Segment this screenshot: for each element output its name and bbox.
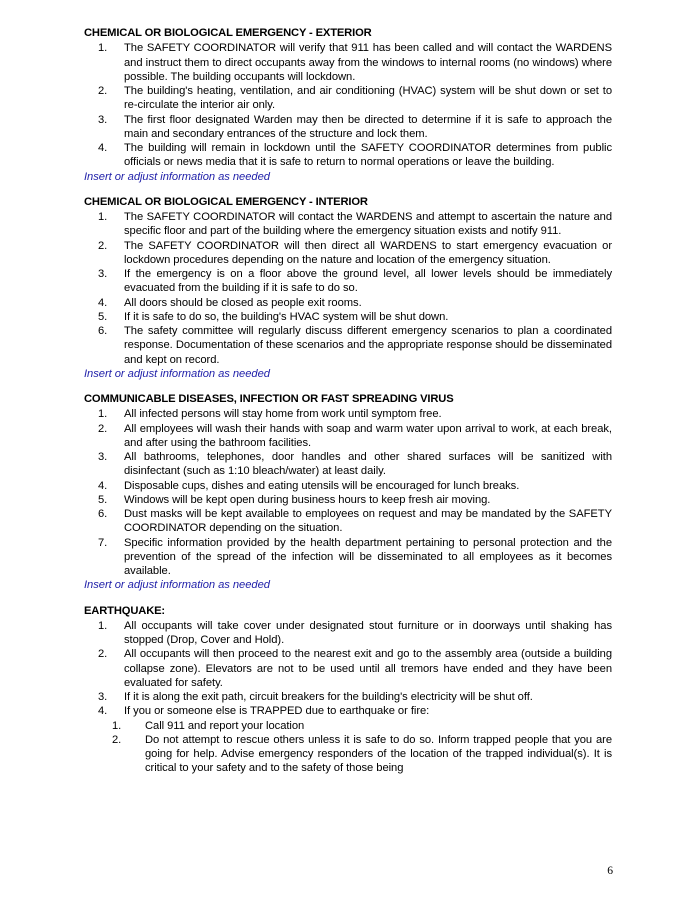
sub-list-item-number: 1. [112,719,122,732]
section-heading: CHEMICAL OR BIOLOGICAL EMERGENCY - INTERIOR [84,195,368,208]
list-item-number: 2. [98,239,108,252]
document-section [84,26,612,184]
sub-list-item [84,733,612,776]
section-heading: CHEMICAL OR BIOLOGICAL EMERGENCY - EXTERIOR [84,27,372,39]
sub-list-item [84,719,612,733]
list-item [84,493,612,507]
list-item [84,310,612,324]
document-section [84,195,612,381]
list-item [84,210,612,239]
list-item-text: All occupants will then proceed to the nearest exit and go to the assembly area (outside a building collapse zone). Elevators are not to be used until all tremors have ended and they have been evaluated for safety. [124,648,612,689]
list-item-text: All doors should be closed as people exit rooms. [124,296,362,309]
document-section [84,604,612,776]
insert-note: Insert or adjust information as needed [84,579,270,592]
list-item-text: Specific information provided by the health department pertaining to personal protection and the prevention of the spread of the infection will be disseminated to all employees as it becomes available. [124,536,612,578]
list-item-text: The SAFETY COORDINATOR will contact the WARDENS and attempt to ascertain the nature and specific floor and part of the building where the emergency situation exists and notify 911. [124,211,612,238]
list-item [84,690,612,704]
list-item-text: If the emergency is on a floor above the ground level, all lower levels should be immediately evacuated from the building if it is safe to do so. [124,268,612,295]
list-item-text: All infected persons will stay home from work until symptom free. [124,408,442,421]
list-item-number: 5. [98,493,108,506]
list-item-text: If it is along the exit path, circuit breakers for the building's electricity will be shut off. [124,691,533,704]
list-item [84,267,612,296]
list-item [84,239,612,268]
list-item [84,704,612,718]
section-heading: COMMUNICABLE DISEASES, INFECTION OR FAST SPREADING VIRUS [84,393,454,406]
document-body [84,26,612,776]
list-item-text: All employees will wash their hands with soap and warm water upon arrival to work, at each break, and after using the bathroom facilities. [124,422,612,449]
list-item-number: 1. [98,619,108,632]
list-item-number: 2. [98,422,108,435]
list-item-text: The SAFETY COORDINATOR will then direct all WARDENS to start emergency evacuation or lockdown procedures depending on the nature and location of the emergency situation. [124,239,612,266]
list-item-text: The building will remain in lockdown until the SAFETY COORDINATOR determines from public officials or news media that it is safe to return to normal operations or leave the building. [124,142,612,169]
list-item-text: Windows will be kept open during business hours to keep fresh air moving. [124,493,491,506]
list-item [84,324,612,367]
list-item-number: 1. [98,42,108,55]
list-item [84,647,612,690]
list-item-number: 1. [98,211,108,224]
list-item-text: If you or someone else is TRAPPED due to earthquake or fire: [124,705,430,718]
list-item-number: 6. [98,508,108,521]
list-item-number: 4. [98,479,108,492]
list-item-number: 4. [98,296,108,309]
procedure-list [84,407,612,578]
section-heading: EARTHQUAKE: [84,604,166,617]
list-item [84,422,612,451]
list-item [84,141,612,170]
list-item-number: 1. [98,408,108,421]
list-item [84,296,612,310]
list-item-text: All occupants will take cover under designated stout furniture or in doorways until shaking has stopped (Drop, Cover and Hold). [124,619,612,647]
list-item-number: 5. [98,310,108,323]
list-item-number: 6. [98,325,108,338]
list-item-text: The SAFETY COORDINATOR will verify that 911 has been called and will contact the WARDENS and instruct them to direct occupants away from the windows to internal rooms (no windows) where possible. The building occupants will lockdown. [124,42,612,83]
sub-list-item-text: Do not attempt to rescue others unless it is safe to do so. Inform trapped people that you are going for help. Advise emergency responders of the location of the trapped individual(s). It is critical to your safety and to the safety of those being [145,733,612,775]
section-spacer [84,184,612,195]
list-item [84,113,612,142]
list-item-number: 2. [98,648,108,661]
list-item-text: Disposable cups, dishes and eating utensils will be encouraged for lunch breaks. [124,479,520,492]
list-item-number: 7. [98,536,108,549]
procedure-list [84,619,612,776]
list-item-text: If it is safe to do so, the building's HVAC system will be shut down. [124,310,449,323]
page-number: 6 [607,864,613,877]
list-item-text: The safety committee will regularly discuss different emergency scenarios to plan a coordinated response. Documentation of these scenarios and the appropriate response should be disseminated and kept on record. [124,325,612,366]
list-item-number: 3. [98,268,108,281]
list-item-number: 4. [98,705,108,718]
section-spacer [84,593,612,604]
list-item-number: 3. [98,451,108,464]
list-item-number: 4. [98,142,108,155]
document-section [84,392,612,593]
list-item [84,507,612,536]
list-item-text: The first floor designated Warden may then be directed to determine if it is safe to approach the main and secondary entrances of the structure and lock them. [124,113,612,140]
list-item [84,84,612,113]
list-item [84,536,612,579]
list-item [84,407,612,421]
insert-note: Insert or adjust information as needed [84,367,270,380]
procedure-sublist [84,719,612,776]
list-item-number: 3. [98,113,108,126]
insert-note: Insert or adjust information as needed [84,170,270,183]
list-item [84,450,612,479]
list-item [84,619,612,648]
list-item [84,479,612,493]
list-item-text: The building's heating, ventilation, and air conditioning (HVAC) system will be shut down or set to re-circulate the interior air only. [124,85,612,112]
sub-list-item-text: Call 911 and report your location [145,719,305,732]
list-item-number: 2. [98,85,108,98]
sub-list-item-number: 2. [112,733,122,746]
list-item-text: Dust masks will be kept available to employees on request and may be mandated by the SAFETY COORDINATOR depending on the situation. [124,508,612,535]
list-item-number: 3. [98,691,108,704]
section-spacer [84,381,612,392]
procedure-list [84,210,612,367]
procedure-list [84,41,612,169]
list-item-text: All bathrooms, telephones, door handles and other shared surfaces will be sanitized with disinfectant (such as 1:10 bleach/water) at least daily. [124,451,612,478]
list-item [84,41,612,84]
